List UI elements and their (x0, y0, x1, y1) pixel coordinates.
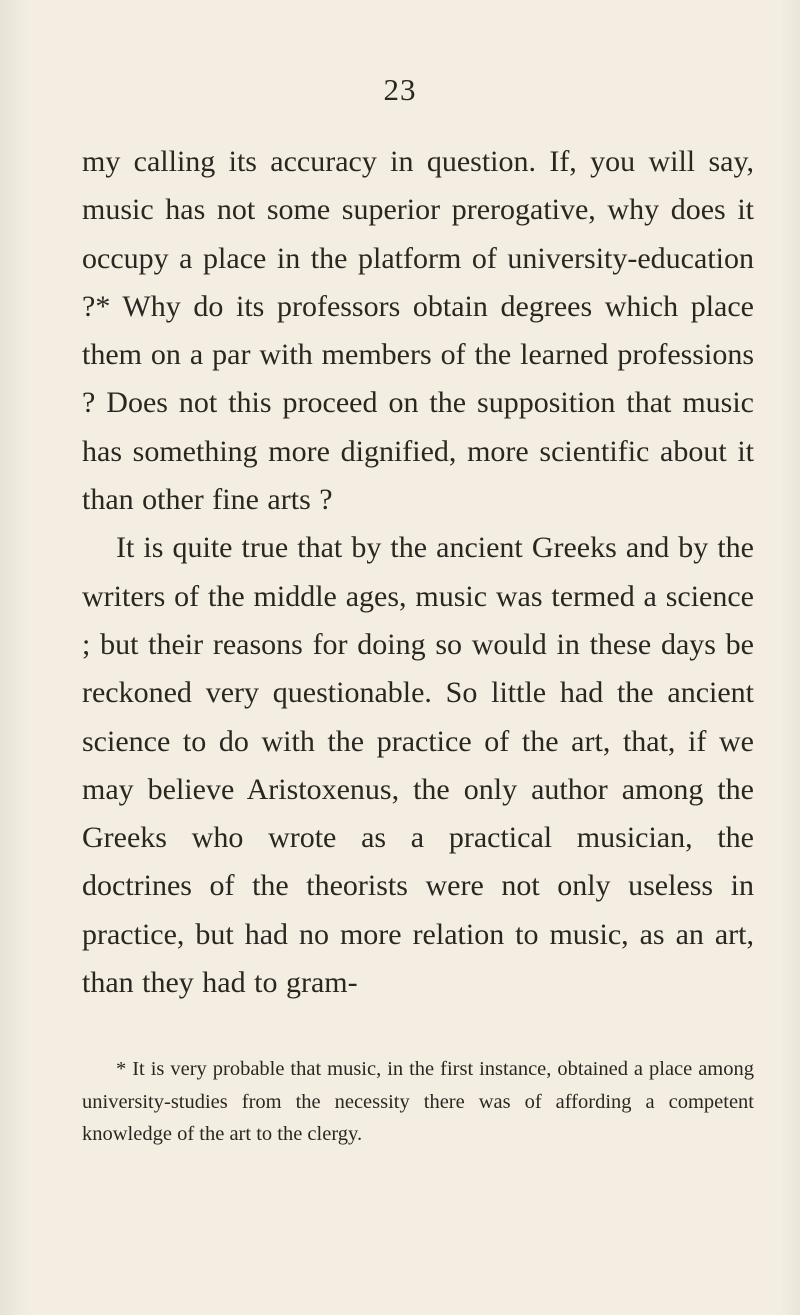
page-number: 23 (383, 72, 417, 107)
body-text (82, 138, 754, 1007)
footnote-mark: * (116, 1058, 127, 1080)
paragraph: It is quite true that by the ancient Greeks and by the writers of the middle ages, music was termed a science ; but their reasons for doing so would in these days be reckoned very questionable. So little had the ancient science to do with the practice of the art, that, if we may believe Aristoxenus, the only author among the Greeks who wrote as a practical musician, the doctrines of the theorists were not only useless in practice, but had no more relation to music, as an art, than they had to gram- (82, 531, 754, 1000)
footnote-text: It is very probable that music, in the first instance, obtained a place among university-studies from the necessity there was of affording a competent knowledge of the art to the clergy. (82, 1058, 754, 1146)
footnote (82, 1053, 754, 1151)
paragraph-continued: my calling its accuracy in question. If, you will say, music has not some superior prerogative, why does it occupy a place in the platform of university-education ?* Why do its professors obtain degrees which place them on a par with members of the learned professions ? Does not this proceed on the supposition that music has something more dignified, more scientific about it than other fine arts ? (82, 145, 754, 517)
